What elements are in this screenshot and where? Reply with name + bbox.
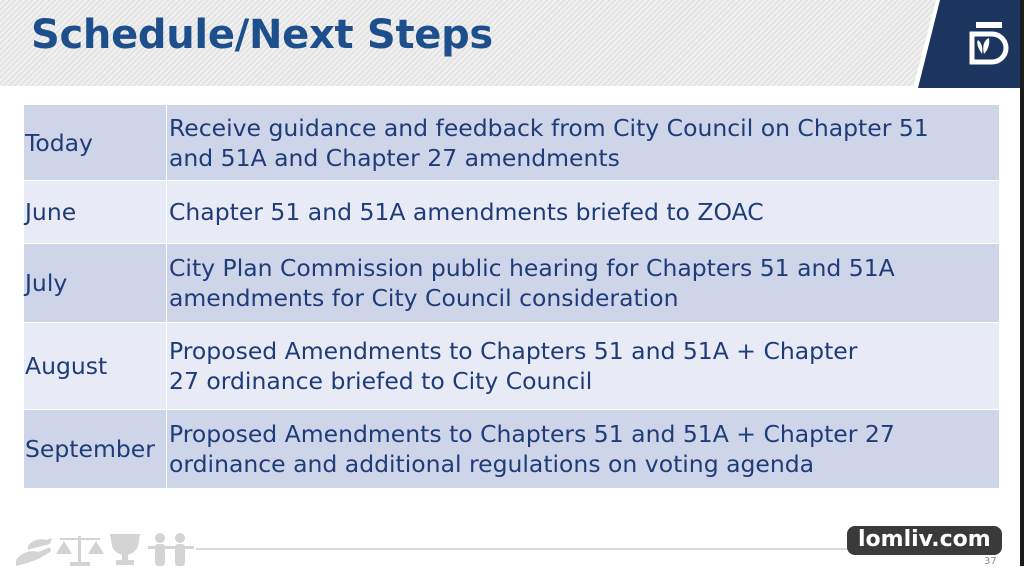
step-line: Proposed Amendments to Chapters 51 and 51A + Chapter 27 [169, 420, 895, 448]
trophy-icon [110, 534, 140, 565]
table-row [24, 244, 999, 323]
step-line: ordinance and additional regulations on voting agenda [169, 450, 815, 478]
table-row [24, 181, 999, 244]
watermark: lomliv.com [847, 526, 1002, 555]
step-line: City Plan Commission public hearing for Chapters 51 and 51A [169, 254, 895, 282]
schedule-step [167, 410, 1000, 489]
footer-icons [14, 528, 194, 566]
helping-hands-icon [16, 538, 52, 566]
schedule-when: June [24, 181, 167, 244]
step-line: Proposed Amendments to Chapters 51 and 51A + Chapter [169, 337, 858, 365]
step-line: Receive guidance and feedback from City Council on Chapter 51 [169, 113, 929, 142]
table-row [24, 323, 999, 410]
schedule-step [167, 323, 1000, 410]
slide-header [0, 0, 1024, 86]
table-row [24, 105, 999, 181]
people-icon [148, 533, 194, 566]
schedule-when: September [24, 410, 167, 489]
schedule-step [167, 181, 1000, 244]
city-of-dallas-d-logo-icon [912, 0, 1024, 92]
page-number: 37 [984, 556, 997, 567]
step-line: 27 ordinance briefed to City Council [169, 367, 593, 395]
slide-right-border [1020, 0, 1024, 566]
table-row [24, 410, 999, 489]
schedule-step [167, 244, 1000, 323]
schedule-when: Today [24, 105, 167, 181]
scales-of-justice-icon [56, 536, 104, 566]
slide-title: Schedule/Next Steps [31, 12, 493, 58]
schedule-table [24, 104, 999, 488]
step-line: Chapter 51 and 51A amendments briefed to ZOAC [169, 198, 764, 226]
step-line: and 51A and Chapter 27 amendments [169, 143, 620, 172]
schedule-step [167, 105, 1000, 181]
schedule-when: July [24, 244, 167, 323]
step-line: amendments for City Council consideration [169, 284, 679, 312]
schedule-when: August [24, 323, 167, 410]
